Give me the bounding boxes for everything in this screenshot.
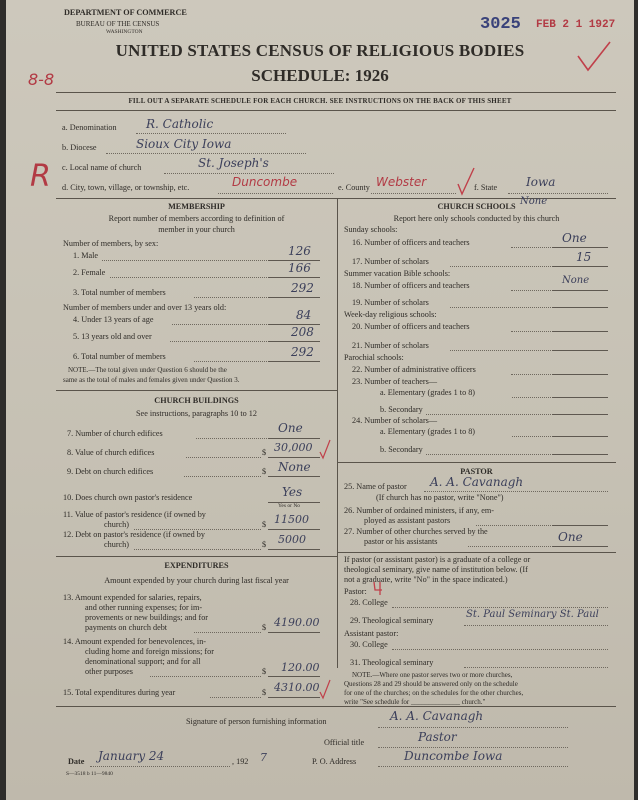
q25-label: 25. Name of pastor [344, 482, 407, 491]
po-address-label: P. O. Address [312, 757, 357, 766]
signature-label: Signature of person furnishing information [186, 717, 327, 726]
expenditures-sub: Amount expended by your church during last fiscal year [104, 576, 289, 585]
q27-value: One [558, 530, 583, 544]
buildings-sub: See instructions, paragraphs 10 to 12 [136, 409, 257, 418]
schedule-year: SCHEDULE: 1926 [251, 66, 389, 85]
male-label: 1. Male [73, 251, 99, 260]
summer-label: Summer vacation Bible schools: [344, 269, 451, 278]
q21-label: 21. Number of scholars [352, 341, 429, 350]
over-13-label: 5. 13 years old and over [73, 332, 152, 341]
edifice-debt-value: None [278, 460, 311, 474]
q13-line-b: and other running expenses; for im- [85, 603, 203, 612]
q27-line-a: 27. Number of other churches served by the [344, 527, 488, 536]
instruction-banner: FILL OUT A SEPARATE SCHEDULE FOR EACH CHURCH. SEE INSTRUCTIONS ON THE BACK OF THIS SHEET [128, 97, 512, 105]
date-label: Date [68, 757, 85, 766]
po-address-value: Duncombe Iowa [404, 749, 503, 763]
state-label: f. State [474, 183, 498, 192]
date-value: January 24 [98, 749, 165, 763]
q18-label: 18. Number of officers and teachers [352, 281, 470, 290]
q29-label: 29. Theological seminary [350, 616, 434, 625]
q14-line-d: other purposes [85, 667, 133, 676]
dollar-sign: $ [262, 688, 267, 697]
q29-value: St. Paul Seminary St. Paul [466, 609, 599, 620]
q17-value: 15 [576, 250, 592, 264]
q24a-label: a. Elementary (grades 1 to 8) [380, 427, 476, 436]
diocese-label: b. Diocese [62, 143, 97, 152]
state-value: Iowa [526, 175, 556, 189]
residence-debt-label-a: 12. Debt on pastor's residence (if owned by [63, 530, 205, 539]
q17-label: 17. Number of scholars [352, 257, 429, 266]
edifices-label: 7. Number of church edifices [67, 429, 163, 438]
bureau-name: BUREAU OF THE CENSUS [76, 20, 160, 28]
signature-value: A. A. Cavanagh [390, 709, 484, 723]
membership-note-2: same as the total of males and females given under Question 3. [63, 376, 240, 384]
over-13-value: 208 [291, 325, 314, 339]
q19-label: 19. Number of scholars [352, 298, 429, 307]
graduate-line-1: If pastor (or assistant pastor) is a graduate of a college or [344, 555, 531, 564]
pastor-check-icon [372, 580, 384, 596]
total-members-age-value: 292 [291, 345, 314, 359]
q31-label: 31. Theological seminary [350, 658, 434, 667]
census-schedule-page [6, 0, 634, 800]
q23a-label: a. Elementary (grades 1 to 8) [380, 388, 476, 397]
q14-line-c: denominational support; and for all [85, 657, 201, 666]
assistant-pastor-label: Assistant pastor: [344, 629, 399, 638]
residence-value-label-b: church) [104, 520, 130, 529]
q24-label: 24. Number of scholars— [352, 416, 438, 425]
q14-line-a: 14. Amount expended for benevolences, in- [63, 637, 207, 646]
dollar-sign: $ [262, 667, 267, 676]
stamp-number: 3025 [480, 15, 521, 34]
edifice-debt-label: 9. Debt on church edifices [67, 467, 154, 476]
q13-line-c: provements or new buildings; and for [85, 613, 209, 622]
q14-value: 120.00 [281, 661, 320, 674]
membership-sub-1: Report number of members according to definition of [108, 214, 285, 223]
q22-label: 22. Number of administrative officers [352, 365, 476, 374]
q13-value: 4190.00 [274, 616, 320, 629]
form-code: S—3518 b 11—9840 [66, 771, 113, 777]
pastor-note-3: for one of the churches; on the schedules for the other churches, [344, 689, 524, 697]
parochial-label: Parochial schools: [344, 353, 404, 362]
dollar-sign: $ [262, 540, 267, 549]
margin-note: 8-8 [28, 70, 55, 89]
county-check-icon [456, 166, 476, 196]
under-13-label: 4. Under 13 years of age [73, 315, 154, 324]
yes-no-hint: Yes or No [278, 503, 301, 509]
q15-value: 4310.00 [274, 681, 320, 694]
q24b-label: b. Secondary [380, 445, 423, 454]
diocese-value: Sioux City Iowa [136, 137, 232, 151]
schools-heading-note: None [520, 196, 548, 207]
q25-note: (If church has no pastor, write "None") [376, 493, 504, 502]
county-value: Webster [376, 175, 427, 189]
edifice-value-label: 8. Value of church edifices [67, 448, 155, 457]
received-date-stamp: FEB 2 1 1927 [536, 19, 616, 31]
q16-value: One [562, 231, 587, 245]
q25-value: A. A. Cavanagh [430, 475, 524, 489]
dollar-sign: $ [262, 448, 267, 457]
denomination-value: R. Catholic [146, 117, 214, 131]
total-members-value: 292 [291, 281, 314, 295]
pastor-note-4: write "See schedule for ______________ church." [344, 698, 486, 706]
denomination-label: a. Denomination [62, 123, 117, 132]
city-value: Duncombe [232, 175, 298, 189]
local-name-label: c. Local name of church [62, 163, 142, 172]
q30-label: 30. College [350, 640, 388, 649]
q23b-label: b. Secondary [380, 405, 423, 414]
male-value: 126 [288, 244, 311, 258]
sunday-label: Sunday schools: [344, 225, 398, 234]
form-title: UNITED STATES CENSUS OF RELIGIOUS BODIES [115, 41, 525, 60]
q23-label: 23. Number of teachers— [352, 377, 438, 386]
q26-line-a: 26. Number of ordained ministers, if any, em- [344, 506, 494, 515]
schools-sub: Report here only schools conducted by this church [393, 214, 560, 223]
official-title-label: Official title [324, 738, 365, 747]
department-name: DEPARTMENT OF COMMERCE [64, 8, 187, 17]
q16-label: 16. Number of officers and teachers [352, 238, 470, 247]
residence-value-value: 11500 [274, 513, 309, 526]
r-mark: R [30, 159, 51, 194]
age-intro-label: Number of members under and over 13 years old: [63, 303, 227, 312]
schools-heading: CHURCH SCHOOLS [437, 202, 516, 211]
owns-residence-label: 10. Does church own pastor's residence [63, 493, 193, 502]
official-title-value: Pastor [418, 730, 457, 744]
dollar-sign: $ [262, 467, 267, 476]
pastor-note-1: NOTE.—Where one pastor serves two or more churches, [352, 671, 513, 679]
under-13-value: 84 [296, 308, 312, 322]
membership-note-1: NOTE.—The total given under Question 6 should be the [68, 366, 227, 374]
female-label: 2. Female [73, 268, 106, 277]
value-check-icon [318, 438, 332, 460]
q15-label: 15. Total expenditures during year [63, 688, 176, 697]
by-sex-label: Number of members, by sex: [63, 239, 159, 248]
residence-debt-label-b: church) [104, 540, 130, 549]
q28-label: 28. College [350, 598, 388, 607]
bureau-city: WASHINGTON [106, 29, 143, 35]
dollar-sign: $ [262, 623, 267, 632]
residence-debt-value: 5000 [278, 533, 306, 546]
weekday-label: Week-day religious schools: [344, 310, 437, 319]
pastor-heading: PASTOR [460, 467, 493, 476]
owns-residence-value: Yes [282, 485, 303, 499]
residence-value-label-a: 11. Value of pastor's residence (if owned by [63, 510, 206, 519]
membership-heading: MEMBERSHIP [168, 202, 225, 211]
city-label: d. City, town, village, or township, etc. [62, 183, 190, 192]
check-mark-icon [576, 40, 612, 74]
edifice-value-value: 30,000 [274, 441, 313, 454]
dollar-sign: $ [262, 520, 267, 529]
q13-line-d: payments on church debt [85, 623, 168, 632]
local-name-value: St. Joseph's [198, 156, 269, 170]
total-check-icon [318, 678, 332, 700]
graduate-line-3: not a graduate, write "No" in the space indicated.) [344, 575, 508, 584]
q13-line-a: 13. Amount expended for salaries, repairs, [63, 593, 202, 602]
total-members-label: 3. Total number of members [73, 288, 166, 297]
female-value: 166 [288, 261, 311, 275]
q20-label: 20. Number of officers and teachers [352, 322, 470, 331]
graduate-line-2: theological seminary, give name of institution below. (If [344, 565, 528, 574]
q27-line-b: pastor or his assistants [364, 537, 438, 546]
expenditures-heading: EXPENDITURES [164, 561, 229, 570]
pastor-sub-label: Pastor: [344, 587, 367, 596]
q18-value: None [562, 275, 590, 286]
pastor-note-2: Questions 28 and 29 should be answered only on the schedule [344, 680, 518, 688]
buildings-heading: CHURCH BUILDINGS [154, 396, 239, 405]
q14-line-b: cluding home and foreign missions; for [85, 647, 214, 656]
q26-line-b: ployed as assistant pastors [364, 516, 451, 525]
county-label: e. County [338, 183, 370, 192]
date-year-prefix: , 192 [232, 757, 249, 766]
total-members-age-label: 6. Total number of members [73, 352, 166, 361]
edifices-value: One [278, 421, 303, 435]
membership-sub-2: member in your church [158, 225, 235, 234]
date-year-digit: 7 [260, 751, 267, 764]
